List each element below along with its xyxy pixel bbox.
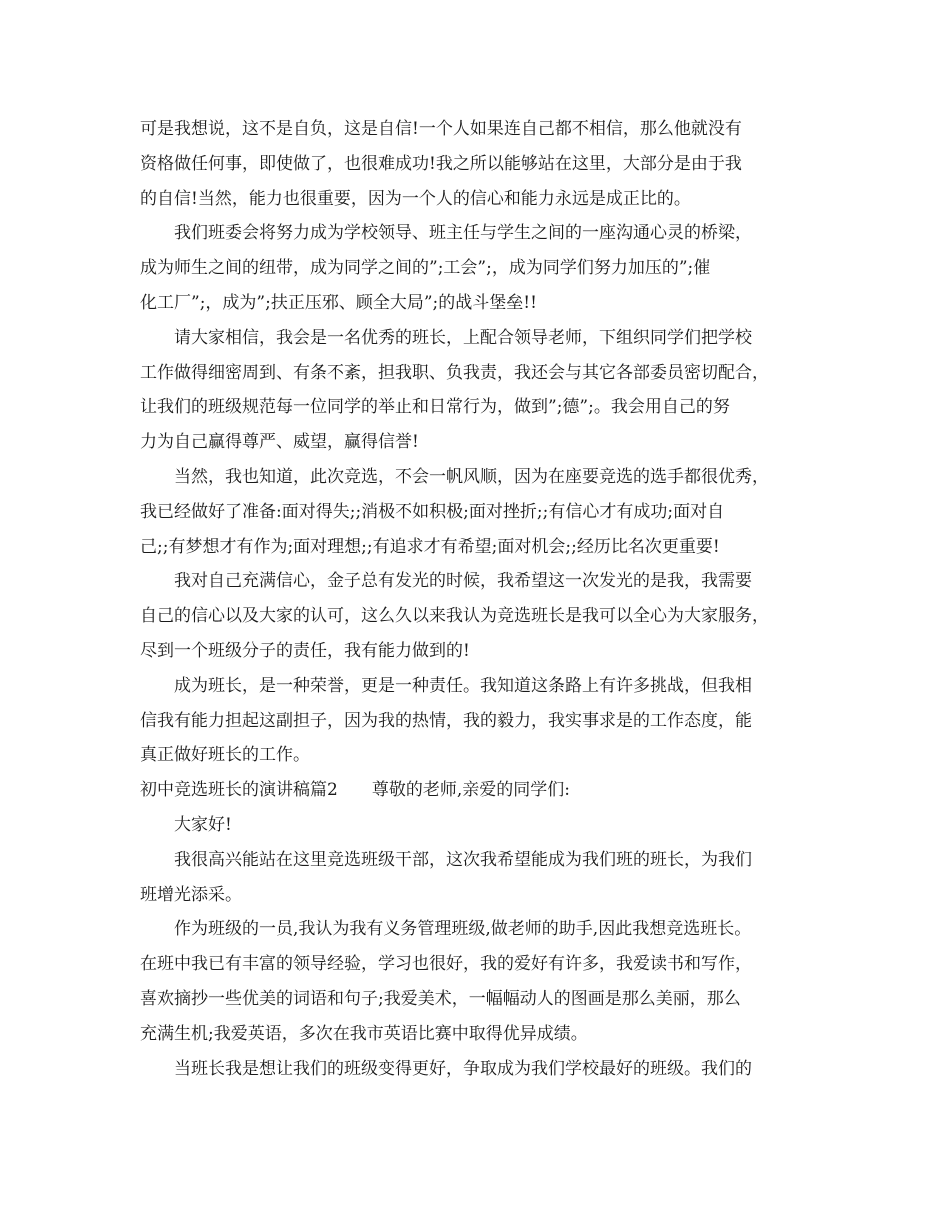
text-line: 我已经做好了准备:面对得失;;消极不如积极;面对挫折;;有信心才有成功;面对自 — [140, 501, 725, 522]
text-line: 成为师生之间的纽带，成为同学之间的”;工会”;，成为同学们努力加压的”;催 — [140, 258, 711, 279]
paragraph-start-line: 我们班委会将努力成为学校领导、班主任与学生之间的一座沟通心灵的桥梁， — [174, 223, 752, 244]
paragraph-start-line: 成为班长，是一种荣誉，更是一种责任。我知道这条路上有许多挑战，但我相 — [174, 675, 752, 696]
text-line: 信我有能力担起这副担子，因为我的热情，我的毅力，我实事求是的工作态度，能 — [140, 710, 752, 731]
paragraph-start-line: 我对自己充满信心，金子总有发光的时候，我希望这一次发光的是我，我需要 — [174, 571, 752, 592]
text-line: 己;;有梦想才有作为;面对理想;;有追求才有希望;面对机会;;经历比名次更重要! — [140, 536, 720, 557]
text-line: 充满生机;我爱英语，多次在我市英语比赛中取得优异成绩。 — [140, 1023, 588, 1044]
text-line: 工作做得细密周到、有条不紊，担我职、负我责，我还会与其它各部委员密切配合， — [140, 362, 769, 383]
paragraph-start-line: 当班长我是想让我们的班级变得更好，争取成为我们学校最好的班级。我们的 — [174, 1058, 752, 1079]
text-line: 喜欢摘抄一些优美的词语和句子;我爱美术，一幅幅动人的图画是那么美丽，那么 — [140, 988, 741, 1009]
text-line: 在班中我已有丰富的领导经验，学习也很好，我的爱好有许多，我爱读书和写作， — [140, 954, 752, 975]
text-line: 化工厂”;，成为”;扶正压邪、顾全大局”;的战斗堡垒!! — [140, 292, 537, 313]
text-line: 让我们的班级规范每一位同学的举止和日常行为，做到”;德”;。我会用自己的努 — [140, 397, 730, 418]
text-line: 真正做好班长的工作。 — [140, 745, 310, 766]
paragraph-start-line: 作为班级的一员,我认为我有义务管理班级,做老师的助手,因此我想竞选班长。 — [174, 919, 752, 940]
text-line: 力为自己赢得尊严、威望，赢得信誉! — [140, 432, 419, 453]
text-line: 的自信!当然，能力也很重要，因为一个人的信心和能力永远是成正比的。 — [140, 188, 691, 209]
document-body — [140, 112, 830, 1086]
section-title: 初中竞选班长的演讲稿篇2 — [140, 780, 338, 801]
paragraph-start-line: 请大家相信，我会是一名优秀的班长，上配合领导老师，下组织同学们把学校 — [174, 327, 752, 348]
paragraph-start-line: 我很高兴能站在这里竞选班级干部，这次我希望能成为我们班的班长，为我们 — [174, 849, 752, 870]
text-line: 资格做任何事，即使做了，也很难成功!我之所以能够站在这里，大部分是由于我 — [140, 153, 742, 174]
greeting-line: 大家好! — [174, 814, 232, 835]
text-line: 可是我想说，这不是自负，这是自信!一个人如果连自己都不相信，那么他就没有 — [140, 119, 742, 139]
paragraph-start-line: 当然，我也知道，此次竞选，不会一帆风顺，因为在座要竞选的选手都很优秀， — [174, 466, 769, 487]
salutation: 尊敬的老师,亲爱的同学们: — [371, 780, 570, 801]
text-line: 班增光添采。 — [140, 884, 242, 905]
text-line: 尽到一个班级分子的责任，我有能力做到的! — [140, 640, 470, 661]
text-line: 自己的信心以及大家的认可，这么久以来我认为竞选班长是我可以全心为大家服务， — [140, 606, 769, 627]
section-heading-line — [140, 773, 830, 808]
